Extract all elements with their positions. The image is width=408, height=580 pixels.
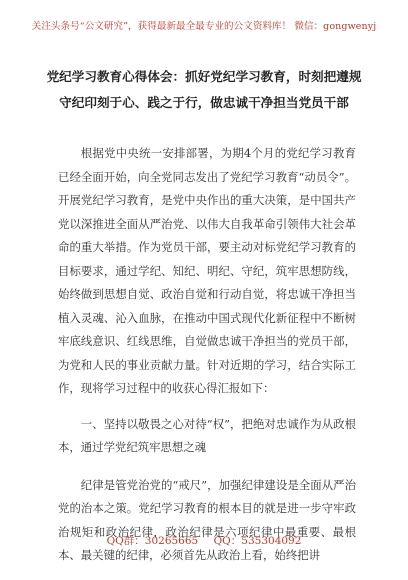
paragraph-discipline: 纪律是管党治党的“戒尺”，加强纪律建设是全面从严治党的治本之策。党纪学习教育的根本目的就是进一步守牢政治规矩和政治纪律，政治纪律是六项纪律中最重要、最根本、最关键的纪律，必须首先从政治上看，始终把讲 (58, 477, 356, 562)
document-title (30, 64, 378, 116)
paragraph-intro: 根据党中央统一安排部署，为期4个月的党纪学习教育已经全面开始，向全党同志发出了党纪学习教育“动员令”。开展党纪学习教育，是党中央作出的重大决策，是中国共产党以深推进全面从严治党、以伟大自我革命引领伟大社会革命的重大举措。作为党员干部，要主动对标党纪学习教育的目标要求，通过学纪、知纪、明纪、守纪，筑牢思想防线，始终做到思想自觉、政治自觉和行动自觉，将忠诚干净担当植入灵魂、沁入血脉，在推动中国式现代化新征程中不断树牢底线意识、红线思维，自觉做忠诚干净担当的党员干部，为党和人民的事业贡献力量。针对近期的学习，结合实际工作，现将学习过程中的收获心得汇报如下： (58, 146, 356, 395)
header-note: 关注头条号“公文研究”，获得最新最全最专业的公文资料库！ 微信：gongwenyj (31, 21, 377, 32)
footer-qq-group: QQ群：30265665 (106, 535, 199, 547)
footer-qq: QQ：535304092 (213, 535, 302, 547)
section-heading-1: 一、坚持以敬畏之心对待“权”，把绝对忠诚作为从政根本，通过学党纪筑牢思想之魂 (58, 416, 356, 454)
title-line-2: 守纪印刻于心、践之于行，做忠诚干净担当党员干部 (59, 95, 349, 110)
document-body (58, 142, 356, 568)
title-line-1: 党纪学习教育心得体会：抓好党纪学习教育，时刻把遵规 (46, 69, 362, 84)
footer-contacts (0, 533, 408, 548)
